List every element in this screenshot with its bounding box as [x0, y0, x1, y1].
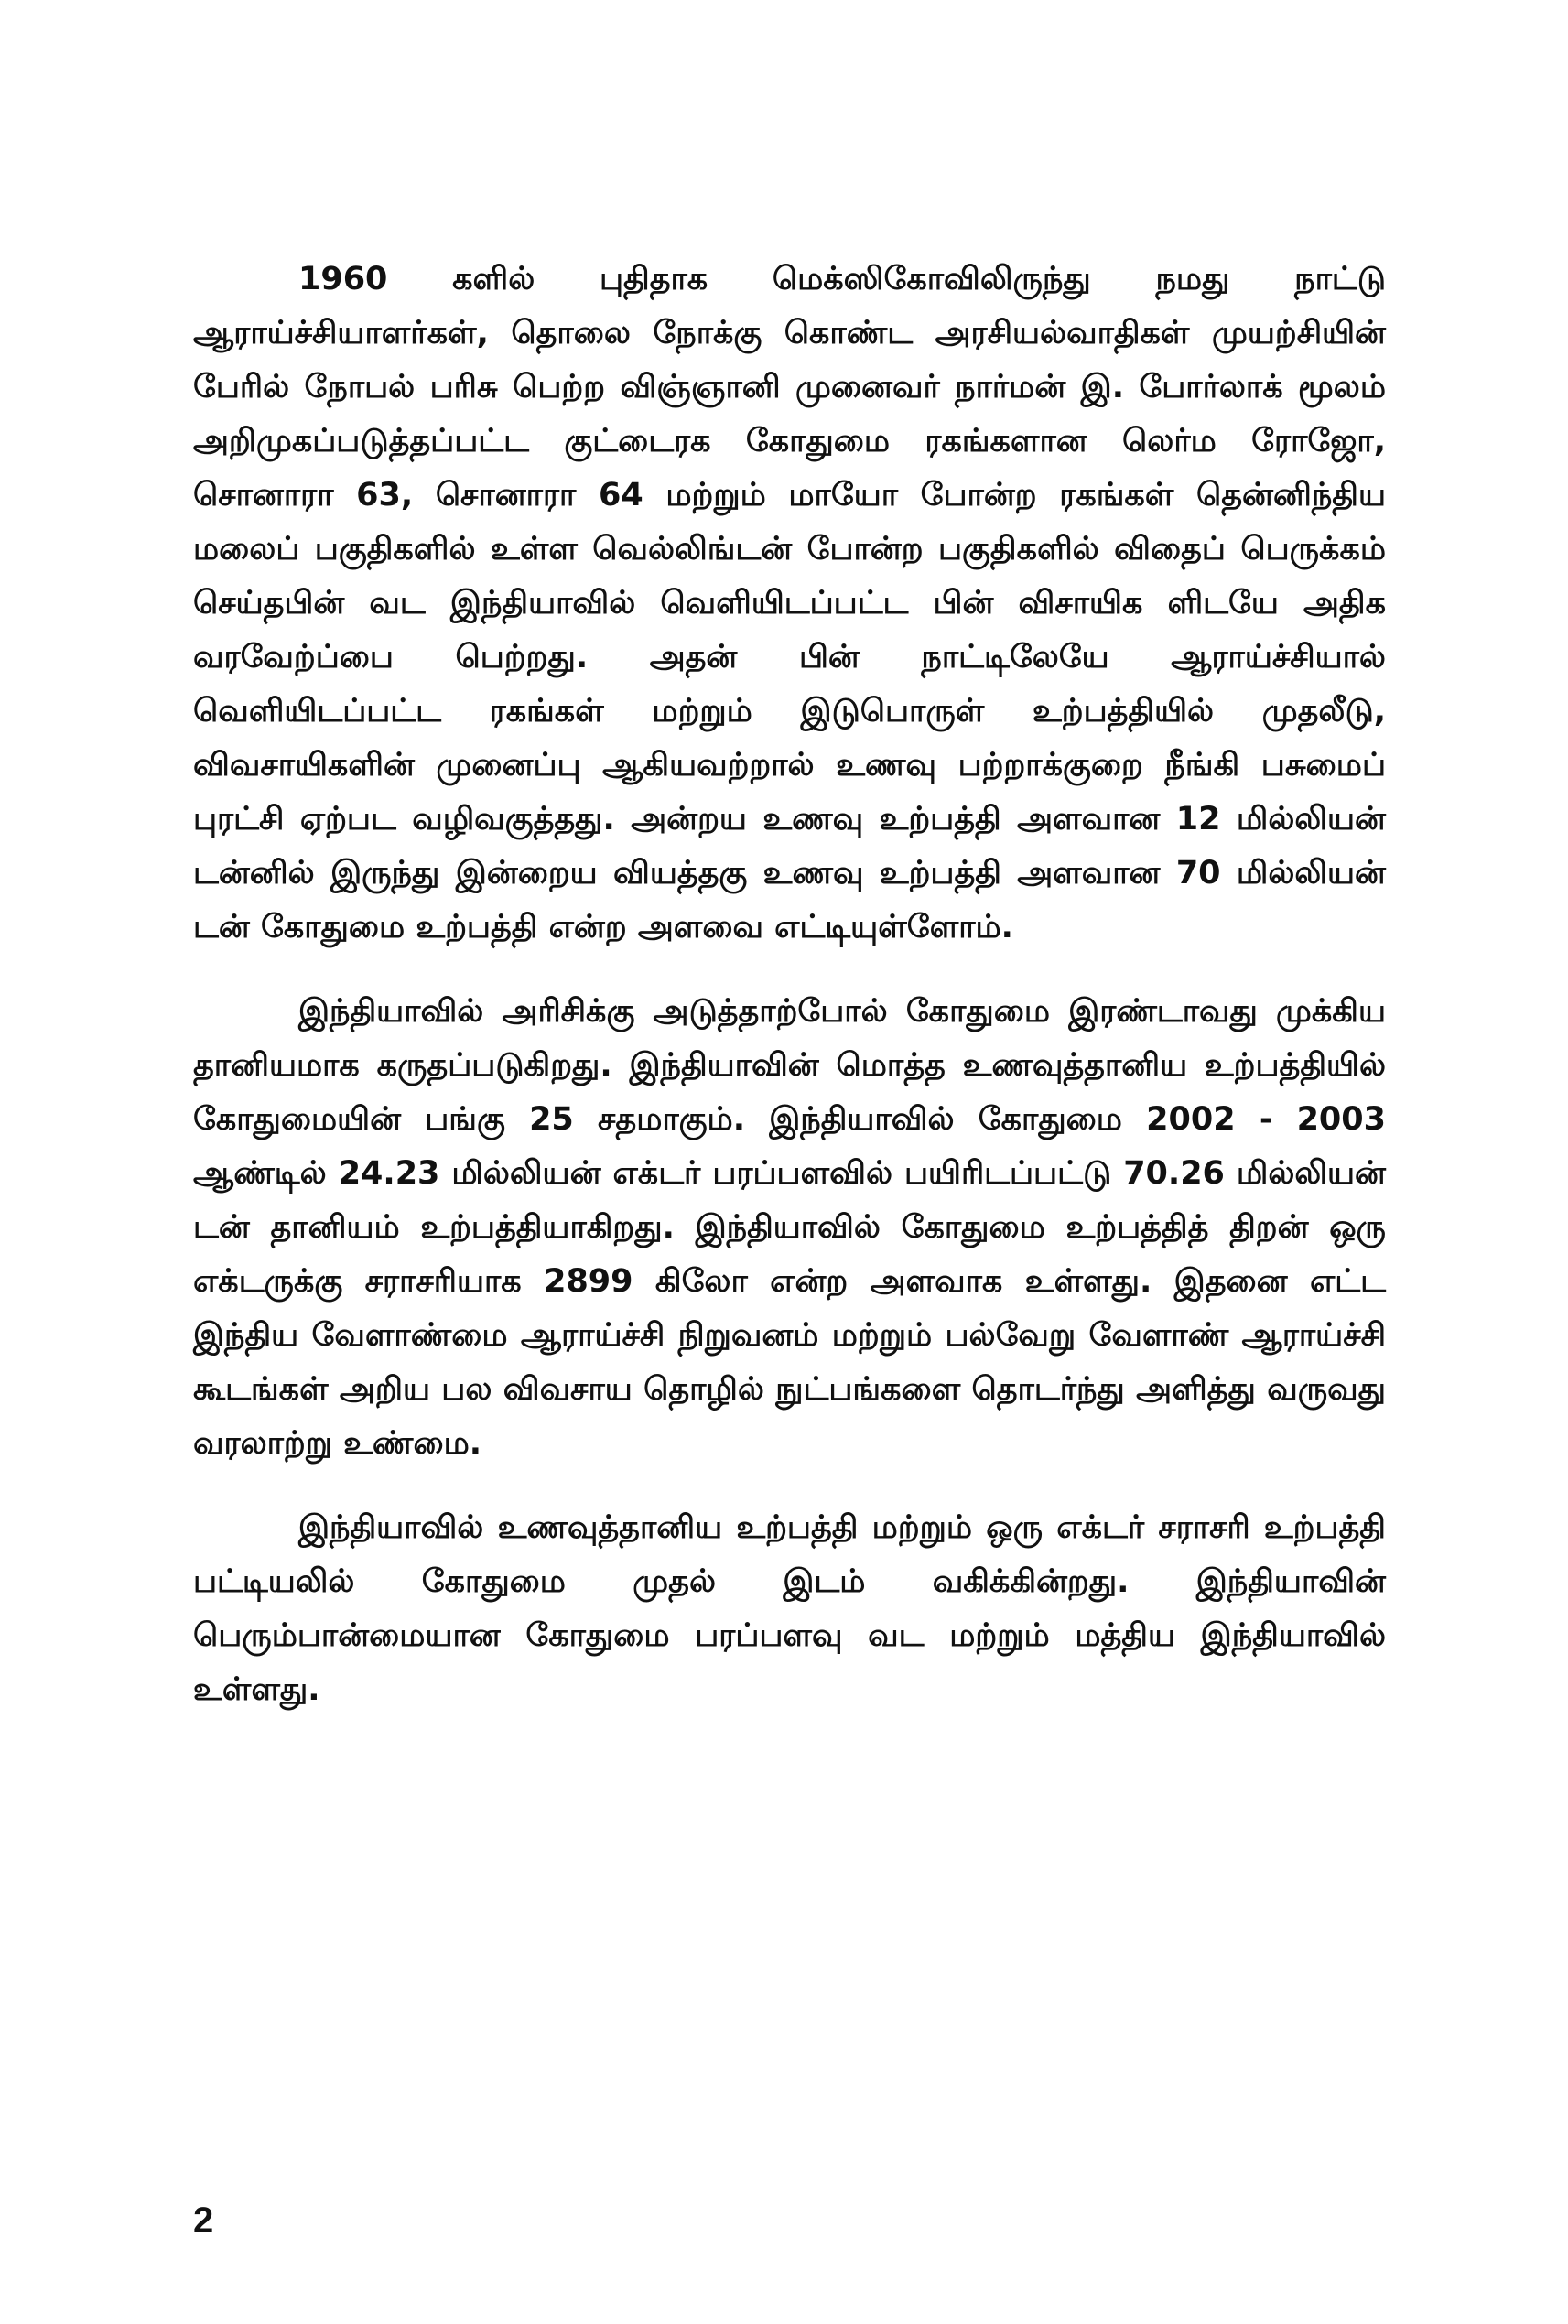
paragraph-2: இந்தியாவில் அரிசிக்கு அடுத்தாற்போல் கோதுமை இரண்டாவது முக்கிய தானியமாக கருதப்படுகிறது. இந்தியாவின் மொத்த உணவுத்தானிய உற்பத்தியில் கோதுமையின் பங்கு 25 சதமாகும். இந்தியாவில் கோதுமை 2002 - 2003 ஆண்டில் 24.23 மில்லியன் எக்டர் பரப்பளவில் பயிரிடப்பட்டு 70.26 மில்லியன் டன் தானியம் உற்பத்தியாகிறது. இந்தியாவில் கோதுமை உற்பத்தித் திறன் ஒரு எக்டருக்கு சராசரியாக 2899 கிலோ என்ற அளவாக உள்ளது. இதனை எட்ட இந்திய வேளாண்மை ஆராய்ச்சி நிறுவனம் மற்றும் பல்வேறு வேளாண் ஆராய்ச்சி கூடங்கள் அறிய பல விவசாய தொழில் நுட்பங்களை தொடர்ந்து அளித்து வருவது வரலாற்று உண்மை.: [193, 993, 1386, 1462]
paragraph-1: 1960 களில் புதிதாக மெக்ஸிகோவிலிருந்து நமது நாட்டு ஆராய்ச்சியாளர்கள், தொலை நோக்கு கொண்ட அரசியல்வாதிகள் முயற்சியின் பேரில் நோபல் பரிசு பெற்ற விஞ்ஞானி முனைவர் நார்மன் இ. போர்லாக் மூலம் அறிமுகப்படுத்தப்பட்ட குட்டைரக கோதுமை ரகங்களான லெர்ம ரோஜோ, சொனாரா 63, சொனாரா 64 மற்றும் மாயோ போன்ற ரகங்கள் தென்னிந்திய மலைப் பகுதிகளில் உள்ள வெல்லிங்டன் போன்ற பகுதிகளில் விதைப் பெருக்கம் செய்தபின் வட இந்தியாவில் வெளியிடப்பட்ட பின் விசாயிக ளிடயே அதிக வரவேற்ப்பை பெற்றது. அதன் பின் நாட்டிலேயே ஆராய்ச்சியால் வெளியிடப்பட்ட ரகங்கள் மற்றும் இடுபொருள் உற்பத்தியில் முதலீடு, விவசாயிகளின் முனைப்பு ஆகியவற்றால் உணவு பற்றாக்குறை நீங்கி பசுமைப் புரட்சி ஏற்பட வழிவகுத்தது. அன்றய உணவு உற்பத்தி அளவான 12 மில்லியன் டன்னில் இருந்து இன்றைய வியத்தகு உணவு உற்பத்தி அளவான 70 மில்லியன் டன் கோதுமை உற்பத்தி என்ற அளவை எட்டியுள்ளோம்.: [193, 261, 1386, 946]
body-text: [193, 253, 1386, 1717]
paragraph-3: இந்தியாவில் உணவுத்தானிய உற்பத்தி மற்றும் ஒரு எக்டர் சராசரி உற்பத்தி பட்டியலில் கோதுமை முதல் இடம் வகிக்கின்றது. இந்தியாவின் பெரும்பான்மையான கோதுமை பரப்பளவு வட மற்றும் மத்திய இந்தியாவில் உள்ளது.: [193, 1509, 1386, 1708]
page-number: 2: [193, 2200, 214, 2241]
